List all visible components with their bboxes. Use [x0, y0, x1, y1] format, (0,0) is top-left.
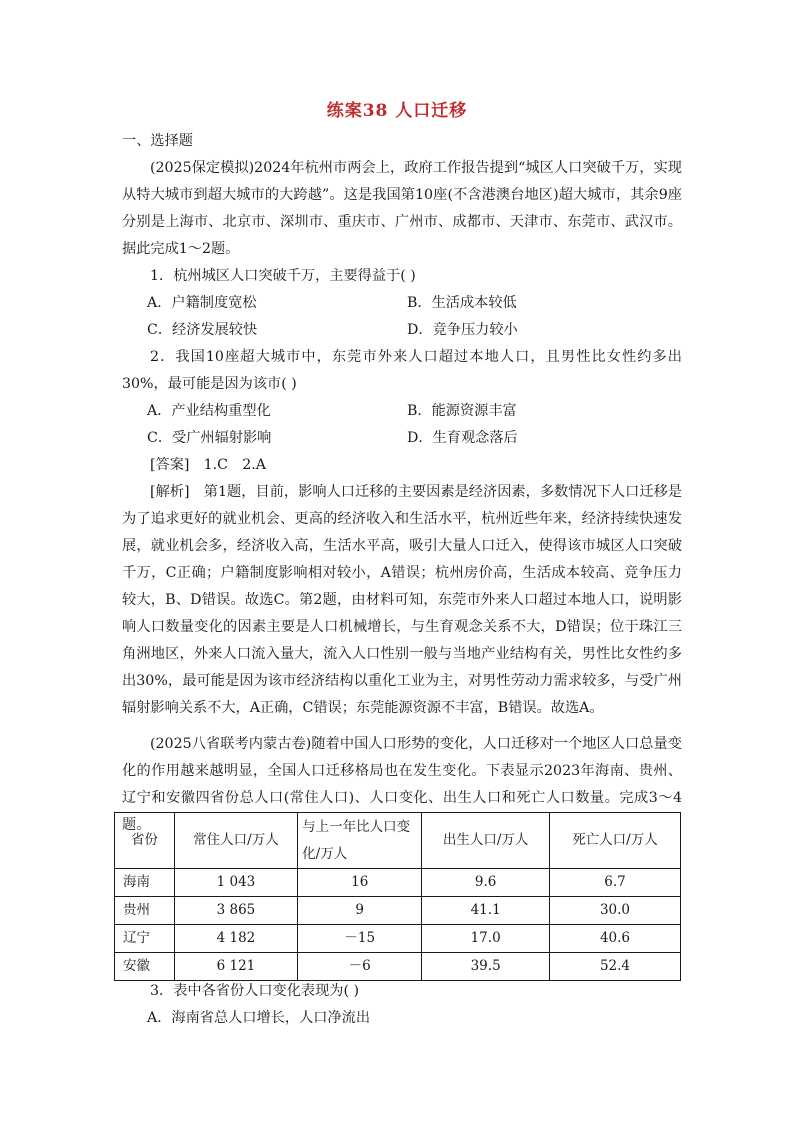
table-header-cell: 出生人口/万人: [422, 813, 550, 869]
table-cell: 41.1: [422, 897, 550, 925]
question-1-options-row-1: [147, 290, 687, 317]
table-header-cell: 常住人口/万人: [174, 813, 297, 869]
table-header-row: [115, 813, 681, 869]
q2-option-a: A．产业结构重型化: [147, 403, 271, 419]
q2-option-b: B．能源资源丰富: [407, 403, 517, 419]
table-cell: 16: [298, 869, 422, 897]
q1-option-a: A．户籍制度宽松: [147, 295, 257, 311]
table-cell: 1 043: [174, 869, 297, 897]
intro-paragraph-1: (2025保定模拟)2024年杭州市两会上，政府工作报告提到“城区人口突破千万，实现从特大城市到超大城市的大跨越”。这是我国第10座(不含港澳台地区)超大城市，其余9座分别是上海市、北京市、深圳市、重庆市、广州市、成都市、天津市、东莞市、武汉市。据此完成1～2题。: [122, 160, 682, 257]
table-cell: 9.6: [422, 869, 550, 897]
page-title: 练案38 人口迁移: [326, 101, 468, 121]
question-1-stem: 1．杭州城区人口突破千万，主要得益于( ): [150, 268, 416, 284]
q3-option-a: A．海南省总人口增长，人口净流出: [147, 1010, 371, 1026]
table-cell: －6: [298, 953, 422, 981]
q1-option-b: B．生活成本较低: [407, 295, 517, 311]
question-3-stem: 3．表中各省份人口变化表现为( ): [150, 983, 360, 999]
population-table: [114, 812, 681, 981]
question-2-options-row-1: [147, 398, 687, 425]
table-cell: 9: [298, 897, 422, 925]
q2-option-c: C．受广州辐射影响: [147, 430, 272, 446]
table-cell: 52.4: [549, 953, 680, 981]
table-cell: 海南: [115, 869, 175, 897]
q1-option-d: D．竞争压力较小: [407, 322, 518, 338]
table-cell: 安徽: [115, 953, 175, 981]
analysis-paragraph: [解析] 第1题，目前，影响人口迁移的主要因素是经济因素，多数情况下人口迁移是为了追求更好的就业机会、更高的经济收入和生活水平，杭州近些年来，经济持续快速发展，就业机会多，经济收入高，生活水平高，吸引大量人口迁入，使得该市城区人口突破千万，C正确；户籍制度影响相对较小，A错误；杭州房价高，生活成本较高、竞争压力较大，B、D错误。故选C。第2题，由材料可知，东莞市外来人口超过本地人口，说明影响人口数量变化的因素主要是人口机械增长，与生育观念关系不大，D错误；位于珠江三角洲地区，外来人口流入量大，流入人口性别一般与当地产业结构有关，男性比女性约多出30%，最可能是因为该市经济结构以重化工业为主，对男性劳动力需求较多，与受广州辐射影响关系不大，A正确，C错误；东莞能源资源不丰富，B错误。故选A。: [122, 484, 682, 716]
table-row: [115, 925, 681, 953]
table-cell: 30.0: [549, 897, 680, 925]
table-cell: －15: [298, 925, 422, 953]
table-cell: 6.7: [549, 869, 680, 897]
table-cell: 40.6: [549, 925, 680, 953]
question-2-stem: 2．我国10座超大城市中，东莞市外来人口超过本地人口，且男性比女性约多出30%，最可能是因为该市( ): [122, 349, 682, 392]
question-3-options-row-1: [147, 1005, 687, 1032]
table-cell: 17.0: [422, 925, 550, 953]
q1-option-c: C．经济发展较快: [147, 322, 258, 338]
section-heading: 一、选择题: [122, 133, 193, 149]
q2-option-d: D．生育观念落后: [407, 430, 518, 446]
table-row: [115, 897, 681, 925]
table-header-cell: 省份: [115, 813, 175, 869]
table-cell: 6 121: [174, 953, 297, 981]
table-cell: 3 865: [174, 897, 297, 925]
table-cell: 辽宁: [115, 925, 175, 953]
table-cell: 4 182: [174, 925, 297, 953]
question-1-options-row-2: [147, 317, 687, 344]
intro-paragraph-2: (2025八省联考内蒙古卷)随着中国人口形势的变化，人口迁移对一个地区人口总量变化的作用越来越明显，全国人口迁移格局也在发生变化。下表显示2023年海南、贵州、辽宁和安徽四省份总人口(常住人口)、人口变化、出生人口和死亡人口数量。完成3～4题。: [122, 736, 682, 833]
question-2-options-row-2: [147, 425, 687, 452]
table-row: [115, 869, 681, 897]
table-header-cell: 死亡人口/万人: [549, 813, 680, 869]
table-row: [115, 953, 681, 981]
table-cell: 39.5: [422, 953, 550, 981]
answer-line: [答案] 1.C 2.A: [150, 457, 266, 473]
table-header-cell: 与上一年比人口变化/万人: [298, 813, 422, 869]
table-cell: 贵州: [115, 897, 175, 925]
